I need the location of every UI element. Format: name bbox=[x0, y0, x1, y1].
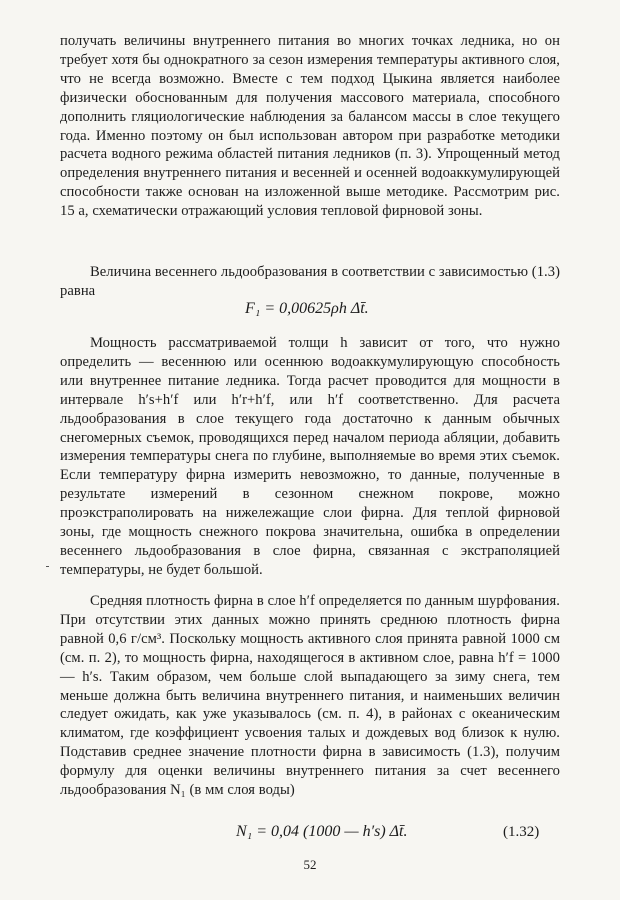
equation-number: (1.32) bbox=[503, 824, 540, 840]
paragraph-3: Мощность рассматриваемой толщи h зависит от того, что нужно определить — весеннюю или осеннюю водоаккумулирующую способность или внутреннее питание ледника. Тогда расчет проводится для мощности в интервале h′s+h′f или h′r+h′f, или h′f соответственно. Для расчета льдообразования в слое текущего года достаточно к данным обычных снегомерных съемок, проводящихся перед началом периода абляции, добавить измерения температуры снега по глубине, выполняемые во время этих съемок. Если температуру фирна измерить невозможно, то данные, полученные в результате измерений в сезонном снежном покрове, можно проэкстраполировать на нижележащие слои фирна. Для теплой фирновой зоны, где мощность снежного покрова значительна, ошибка в определении весеннего льдообразования в слое фирна, связанная с экстраполяцией температуры, не будет большой. bbox=[60, 335, 560, 578]
paragraph-1: получать величины внутреннего питания во многих точках ледника, но он требует хотя бы однократного за сезон измерения температуры активного слоя, что не всегда возможно. Вместе с тем подход Цыкина является наиболее физически обоснованным для получения массового материала, способного дополнить гляциологические наблюдения за балансом массы в слое текущего года. Именно поэтому он был использован автором при разработке методики расчета водного режима областей питания ледников (п. 3). Упрощенный метод определения внутреннего питания и весенней и осенней водоаккумулирующей способности также основан на изложенной выше методике. Рассмотрим рис. 15 а, схематически отражающий условия тепловой фирновой зоны. bbox=[60, 33, 560, 220]
paragraph-4: Средняя плотность фирна в слое h′f определяется по данным шурфования. При отсутствии этих данных можно принять среднюю плотность фирна равной 0,6 г/см³. Поскольку мощность активного слоя принята равной 1000 см (см. п. 2), то мощность фирна, находящегося в активном слое, равна h′f = 1000 — h′s. Таким образом, чем больше слой выпадающего за зиму снега, тем меньше должна быть величина внутреннего питания, и наименьших величин следует ожидать, как уже указывалось (см. п. 4), в районах с океаническим климатом, где коэффициент усвоения талых и дождевых вод близок к нулю. Подставив среднее значение плотности фирна в зависимость (1.3), получим формулу для оценки величины внутреннего питания за счет весеннего льдообразования N₁ (в мм слоя воды) bbox=[60, 593, 560, 799]
page-number: 52 bbox=[303, 857, 317, 872]
margin-mark bbox=[46, 566, 49, 567]
formula-internal-accumulation: N₁ = 0,04 (1000 — h′s) Δt̄. bbox=[236, 823, 408, 840]
formula-ice-formation: F₁ = 0,00625ρh Δt̄. bbox=[245, 300, 369, 317]
paragraph-2: Величина весеннего льдообразования в соответствии с зависимостью (1.3) равна bbox=[60, 264, 560, 299]
